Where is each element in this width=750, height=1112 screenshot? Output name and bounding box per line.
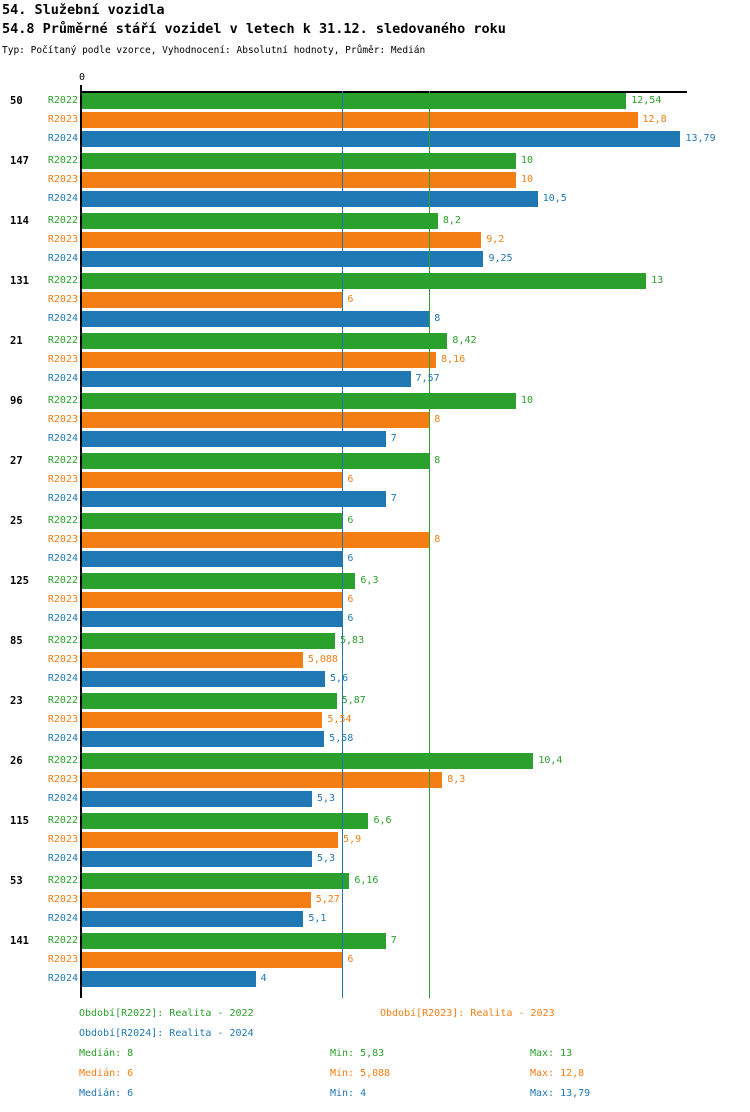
series-row-label: R2022 — [47, 875, 78, 886]
min-r2024: Min: 4 — [330, 1088, 367, 1099]
series-row-label: R2022 — [47, 275, 78, 286]
series-row-label: R2023 — [47, 894, 78, 905]
bar-r2024 — [82, 671, 325, 687]
bar-value-label: 6 — [347, 553, 354, 564]
legend-item-r2024: Období[R2024]: Realita - 2024 — [79, 1028, 254, 1039]
series-row-label: R2024 — [47, 673, 78, 684]
series-row-label: R2022 — [47, 515, 78, 526]
bar-r2024 — [82, 131, 680, 147]
category-label: 147 — [10, 155, 29, 167]
bar-r2022 — [82, 693, 337, 709]
series-row-label: R2024 — [47, 133, 78, 144]
bar-r2024 — [82, 251, 483, 267]
category-label: 26 — [10, 755, 23, 767]
bar-value-label: 5,3 — [317, 793, 336, 804]
category-label: 27 — [10, 455, 23, 467]
series-row-label: R2023 — [47, 474, 78, 485]
bar-value-label: 5,83 — [340, 635, 365, 646]
bar-value-label: 12,8 — [642, 114, 667, 125]
category-label: 96 — [10, 395, 23, 407]
median-reference-line — [342, 91, 343, 998]
series-row-label: R2023 — [47, 654, 78, 665]
bar-r2024 — [82, 491, 386, 507]
bar-r2022 — [82, 753, 533, 769]
bar-r2022 — [82, 273, 646, 289]
legend-item-r2022: Období[R2022]: Realita - 2022 — [79, 1008, 254, 1019]
bar-value-label: 10 — [521, 174, 534, 185]
series-row-label: R2022 — [47, 755, 78, 766]
series-row-label: R2023 — [47, 174, 78, 185]
bar-value-label: 5,54 — [327, 714, 352, 725]
series-row-label: R2023 — [47, 594, 78, 605]
category-label: 23 — [10, 695, 23, 707]
category-label: 131 — [10, 275, 29, 287]
bar-r2023 — [82, 892, 311, 908]
bar-r2024 — [82, 911, 303, 927]
chart-title: 54.8 Průměrné stáří vozidel v letech k 31.12. sledovaného roku — [2, 21, 506, 37]
min-r2022: Min: 5,83 — [330, 1048, 385, 1059]
bar-r2022 — [82, 873, 349, 889]
bar-value-label: 6,16 — [354, 875, 379, 886]
bar-value-label: 7,57 — [415, 373, 440, 384]
bar-r2023 — [82, 952, 342, 968]
category-label: 114 — [10, 215, 29, 227]
bar-r2024 — [82, 311, 429, 327]
axis-origin-label: 0 — [78, 72, 86, 83]
category-label: 50 — [10, 95, 23, 107]
bar-value-label: 5,87 — [341, 695, 366, 706]
series-row-label: R2024 — [47, 793, 78, 804]
bar-value-label: 5,27 — [315, 894, 340, 905]
series-row-label: R2023 — [47, 234, 78, 245]
series-row-label: R2023 — [47, 114, 78, 125]
series-row-label: R2022 — [47, 155, 78, 166]
bar-r2022 — [82, 933, 386, 949]
max-r2022: Max: 13 — [530, 1048, 573, 1059]
series-row-label: R2022 — [47, 935, 78, 946]
bar-r2022 — [82, 153, 516, 169]
series-row-label: R2022 — [47, 635, 78, 646]
median-reference-line — [429, 91, 430, 998]
series-row-label: R2022 — [47, 335, 78, 346]
bar-value-label: 7 — [390, 433, 397, 444]
category-label: 115 — [10, 815, 29, 827]
bar-value-label: 8,2 — [442, 215, 461, 226]
bar-r2023 — [82, 712, 322, 728]
bar-value-label: 6 — [347, 515, 354, 526]
bar-r2024 — [82, 851, 312, 867]
bar-value-label: 10,5 — [542, 193, 567, 204]
max-r2024: Max: 13,79 — [530, 1088, 591, 1099]
series-row-label: R2022 — [47, 455, 78, 466]
bar-r2024 — [82, 791, 312, 807]
series-row-label: R2024 — [47, 433, 78, 444]
bar-r2023 — [82, 652, 303, 668]
bar-value-label: 6 — [347, 954, 354, 965]
bar-value-label: 8 — [434, 313, 441, 324]
series-row-label: R2024 — [47, 913, 78, 924]
series-row-label: R2022 — [47, 95, 78, 106]
bar-value-label: 5,9 — [343, 834, 362, 845]
bar-r2024 — [82, 191, 538, 207]
legend-item-r2023: Období[R2023]: Realita - 2023 — [380, 1008, 555, 1019]
bar-value-label: 6,6 — [373, 815, 392, 826]
series-row-label: R2024 — [47, 253, 78, 264]
bar-r2022 — [82, 393, 516, 409]
bar-value-label: 5,6 — [330, 673, 349, 684]
bar-value-label: 9,25 — [488, 253, 513, 264]
bar-value-label: 5,1 — [308, 913, 327, 924]
category-label: 125 — [10, 575, 29, 587]
series-row-label: R2023 — [47, 954, 78, 965]
median-r2023: Medián: 6 — [79, 1068, 134, 1079]
max-r2023: Max: 12,8 — [530, 1068, 585, 1079]
bar-value-label: 5,3 — [317, 853, 336, 864]
bar-value-label: 8,3 — [447, 774, 466, 785]
chart-meta: Typ: Počítaný podle vzorce, Vyhodnocení: Absolutní hodnoty, Průměr: Medián — [2, 45, 426, 56]
series-row-label: R2024 — [47, 493, 78, 504]
bar-value-label: 13,79 — [685, 133, 716, 144]
bar-r2024 — [82, 431, 386, 447]
category-label: 53 — [10, 875, 23, 887]
bar-value-label: 6 — [347, 294, 354, 305]
series-row-label: R2023 — [47, 834, 78, 845]
bar-r2023 — [82, 172, 516, 188]
bar-r2022 — [82, 213, 438, 229]
bar-value-label: 6 — [347, 474, 354, 485]
bar-value-label: 8,16 — [441, 354, 466, 365]
bar-r2022 — [82, 513, 342, 529]
series-row-label: R2022 — [47, 215, 78, 226]
page-title: 54. Služební vozidla — [2, 2, 165, 18]
bar-value-label: 13 — [651, 275, 664, 286]
bar-value-label: 10,4 — [538, 755, 563, 766]
bar-value-label: 7 — [390, 493, 397, 504]
bar-value-label: 7 — [390, 935, 397, 946]
bar-value-label: 4 — [260, 973, 267, 984]
series-row-label: R2023 — [47, 294, 78, 305]
bar-value-label: 8 — [434, 414, 441, 425]
category-label: 21 — [10, 335, 23, 347]
category-label: 25 — [10, 515, 23, 527]
bar-r2023 — [82, 472, 342, 488]
series-row-label: R2022 — [47, 695, 78, 706]
bar-r2023 — [82, 112, 638, 128]
bar-r2022 — [82, 453, 429, 469]
bar-r2023 — [82, 232, 481, 248]
min-r2023: Min: 5,088 — [330, 1068, 391, 1079]
bar-value-label: 8,42 — [452, 335, 477, 346]
series-row-label: R2024 — [47, 193, 78, 204]
series-row-label: R2023 — [47, 774, 78, 785]
series-row-label: R2023 — [47, 534, 78, 545]
bar-r2024 — [82, 611, 342, 627]
bar-r2023 — [82, 352, 436, 368]
bar-value-label: 5,58 — [329, 733, 354, 744]
median-r2022: Medián: 8 — [79, 1048, 134, 1059]
series-row-label: R2022 — [47, 395, 78, 406]
bar-value-label: 12,54 — [631, 95, 662, 106]
bar-r2023 — [82, 532, 429, 548]
bar-r2022 — [82, 573, 355, 589]
category-label: 85 — [10, 635, 23, 647]
bar-r2023 — [82, 772, 442, 788]
bar-value-label: 9,2 — [486, 234, 505, 245]
series-row-label: R2024 — [47, 973, 78, 984]
bar-r2022 — [82, 813, 368, 829]
bar-r2022 — [82, 93, 626, 109]
category-label: 141 — [10, 935, 29, 947]
bar-r2022 — [82, 333, 447, 349]
bar-value-label: 6,3 — [360, 575, 379, 586]
bar-value-label: 10 — [521, 395, 534, 406]
bar-r2023 — [82, 832, 338, 848]
series-row-label: R2022 — [47, 815, 78, 826]
median-r2024: Medián: 6 — [79, 1088, 134, 1099]
bar-r2023 — [82, 412, 429, 428]
series-row-label: R2023 — [47, 354, 78, 365]
series-row-label: R2022 — [47, 575, 78, 586]
series-row-label: R2023 — [47, 714, 78, 725]
bar-value-label: 6 — [347, 613, 354, 624]
bar-r2024 — [82, 731, 324, 747]
series-row-label: R2024 — [47, 313, 78, 324]
bar-value-label: 5,088 — [307, 654, 338, 665]
series-row-label: R2024 — [47, 733, 78, 744]
bar-value-label: 10 — [521, 155, 534, 166]
bar-r2024 — [82, 371, 411, 387]
series-row-label: R2023 — [47, 414, 78, 425]
bar-value-label: 8 — [434, 455, 441, 466]
bar-value-label: 6 — [347, 594, 354, 605]
bar-value-label: 8 — [434, 534, 441, 545]
series-row-label: R2024 — [47, 553, 78, 564]
series-row-label: R2024 — [47, 853, 78, 864]
bar-r2024 — [82, 551, 342, 567]
series-row-label: R2024 — [47, 373, 78, 384]
bar-r2023 — [82, 292, 342, 308]
series-row-label: R2024 — [47, 613, 78, 624]
bar-r2023 — [82, 592, 342, 608]
bar-r2024 — [82, 971, 256, 987]
bar-r2022 — [82, 633, 335, 649]
